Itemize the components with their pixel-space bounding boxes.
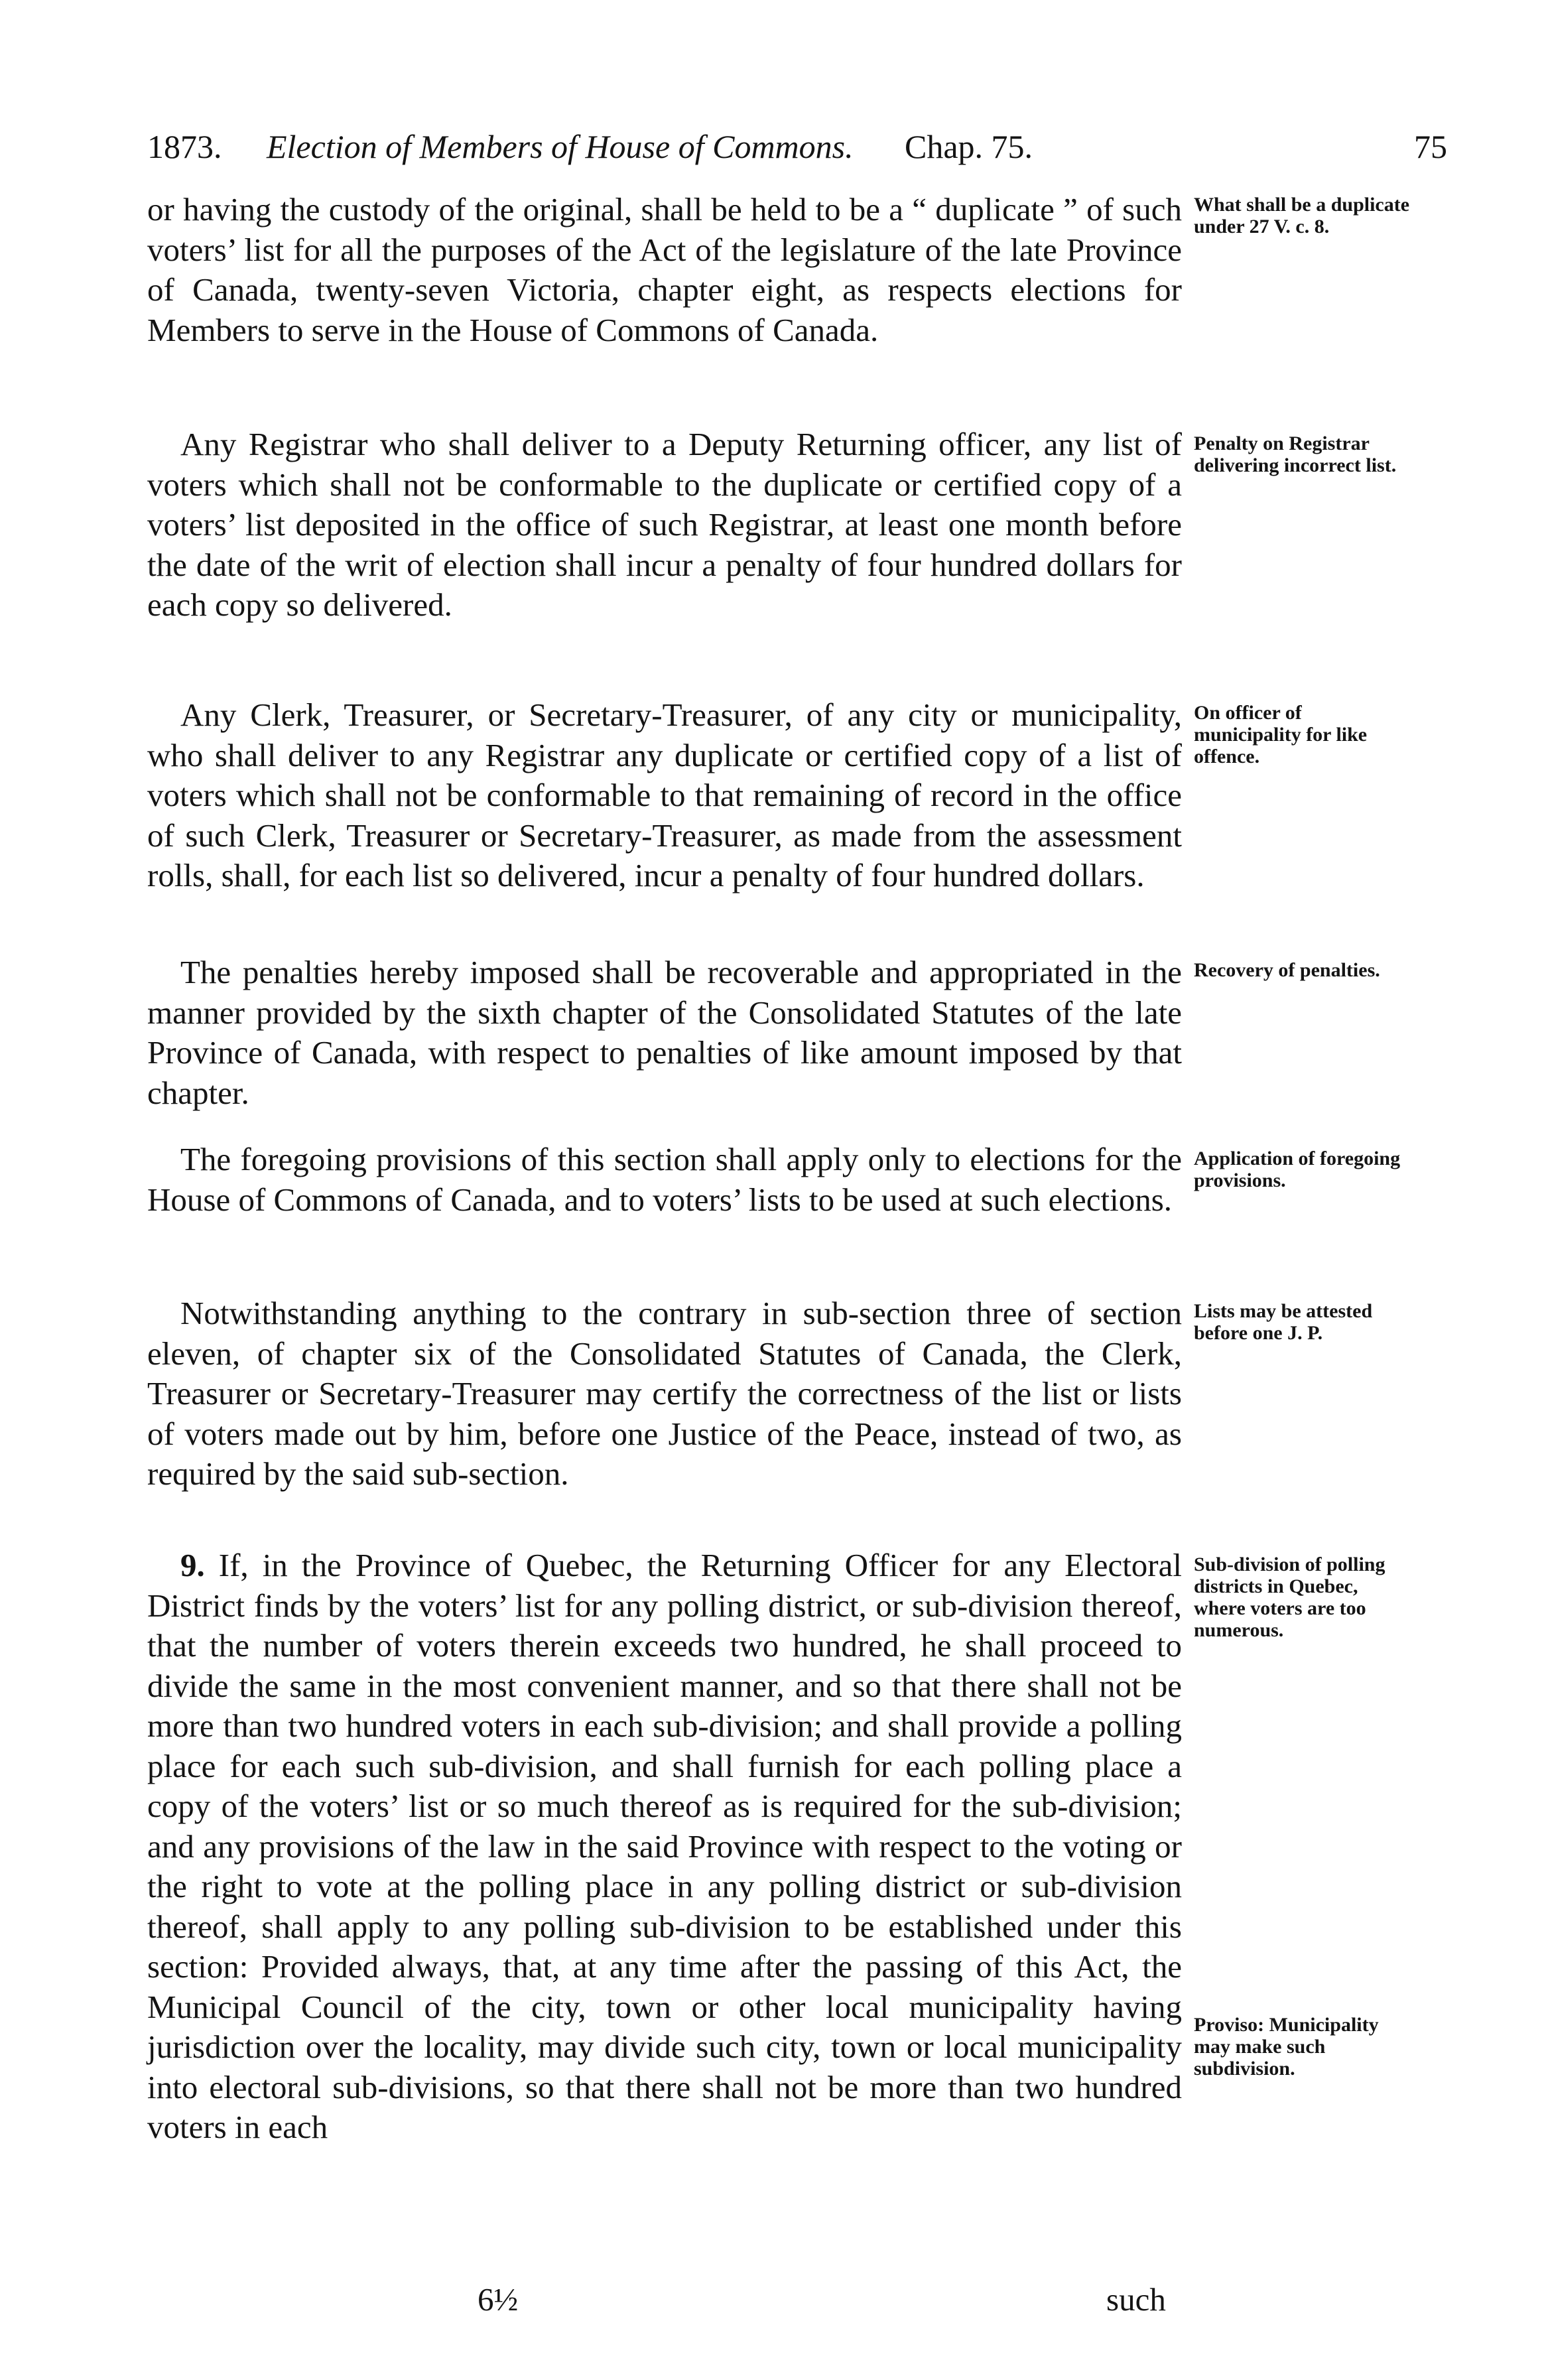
margin-note-quebec-subdivision: Sub-division of polling districts in Quebec, where voters are too numerous. — [1194, 1554, 1385, 1641]
header-year: 1873. — [147, 128, 222, 165]
margin-note-attestation: Lists may be attested before one J. P. — [1194, 1300, 1373, 1344]
margin-note-application: Application of foregoing provisions. — [1194, 1148, 1401, 1191]
section-9-paragraph — [147, 1546, 1182, 2148]
margin-note-duplicate: What shall be a duplicate under 27 V. c. 8. — [1194, 194, 1410, 237]
paragraph-justice-of-peace: Notwithstanding anything to the contrary in sub-section three of section eleven, of chapter six of the Consolidated Statutes of Canada, the Clerk, Treasurer or Secretary-Treasurer may certify the correctness of the list or lists of voters made out by him, before one Justice of the Peace, instead of two, as required by the said sub-section. — [147, 1295, 1182, 1492]
header-chapter: Chap. 75. — [905, 128, 1033, 165]
margin-note-registrar-penalty: Penalty on Registrar delivering incorrect list. — [1194, 432, 1397, 476]
margin-note-proviso: Proviso: Municipality may make such subdivision. — [1194, 2014, 1379, 2080]
paragraph-recovery-of-penalties: The penalties hereby imposed shall be recoverable and appropriated in the manner provided by the sixth chapter of the Consolidated Statutes of the late Province of Canada, with respect to penalties of like amount imposed by that chapter. — [147, 954, 1182, 1111]
signature-mark: 6½ — [478, 2281, 519, 2318]
page-number: 75 — [1414, 128, 1447, 165]
section-9-text: If, in the Province of Quebec, the Returning Officer for any Electoral District finds by the voters’ list for any polling district, or sub-division thereof, that the number of voters therein exceeds two hundred, he shall proceed to divide the same in the most convenient manner, and so that there shall not be more than two hundred voters in each sub-division; and shall provide a polling place for each such sub-division, and shall furnish for each polling place a copy of the voters’ list or so much thereof as is required for the sub-division; and any provisions of the law in the said Province with respect to the voting or the right to vote at the polling place in any polling district or sub-division thereof, shall apply to any polling sub-division to be established under this section: Provided always, that, at any time after the passing of this Act, the Municipal Council of the city, town or other local municipality having jurisdiction over the locality, may divide such city, town or local municipality into electoral sub-divisions, so that there shall not be more than two hundred voters in each — [147, 1547, 1182, 2145]
paragraph-registrar-penalty: Any Registrar who shall deliver to a Deputy Returning officer, any list of voters which shall not be conformable to the duplicate or certified copy of a voters’ list deposited in the office of such Registrar, at least one month before the date of the writ of election shall incur a penalty of four hundred dollars for each copy so delivered. — [147, 426, 1182, 623]
paragraph-duplicate-definition: or having the custody of the original, shall be held to be a “ duplicate ” of such voters’ list for all the purposes of the Act of the legislature of the late Province of Canada, twenty-seven Victoria, chapter eight, as respects elections for Members to serve in the House of Commons of Canada. — [147, 191, 1182, 348]
catchword: such — [1106, 2281, 1166, 2318]
paragraph-clerk-penalty: Any Clerk, Treasurer, or Secretary-Treasurer, of any city or municipality, who shall deliver to any Registrar any duplicate or certified copy of a list of voters which shall not be conformable to that remaining of record in the office of such Clerk, Treasurer or Secretary-Treasurer, as made from the assessment rolls, shall, for each list so delivered, incur a penalty of four hundred dollars. — [147, 696, 1182, 893]
section-number: 9. — [180, 1547, 205, 1583]
page-header — [147, 127, 1447, 180]
margin-note-municipal-officer: On officer of municipality for like offence. — [1194, 702, 1368, 767]
paragraph-application: The foregoing provisions of this section shall apply only to elections for the House of Commons of Canada, and to voters’ lists to be used at such elections. — [147, 1141, 1182, 1218]
header-title: Election of Members of House of Commons. — [267, 128, 854, 165]
margin-note-recovery: Recovery of penalties. — [1194, 959, 1380, 981]
